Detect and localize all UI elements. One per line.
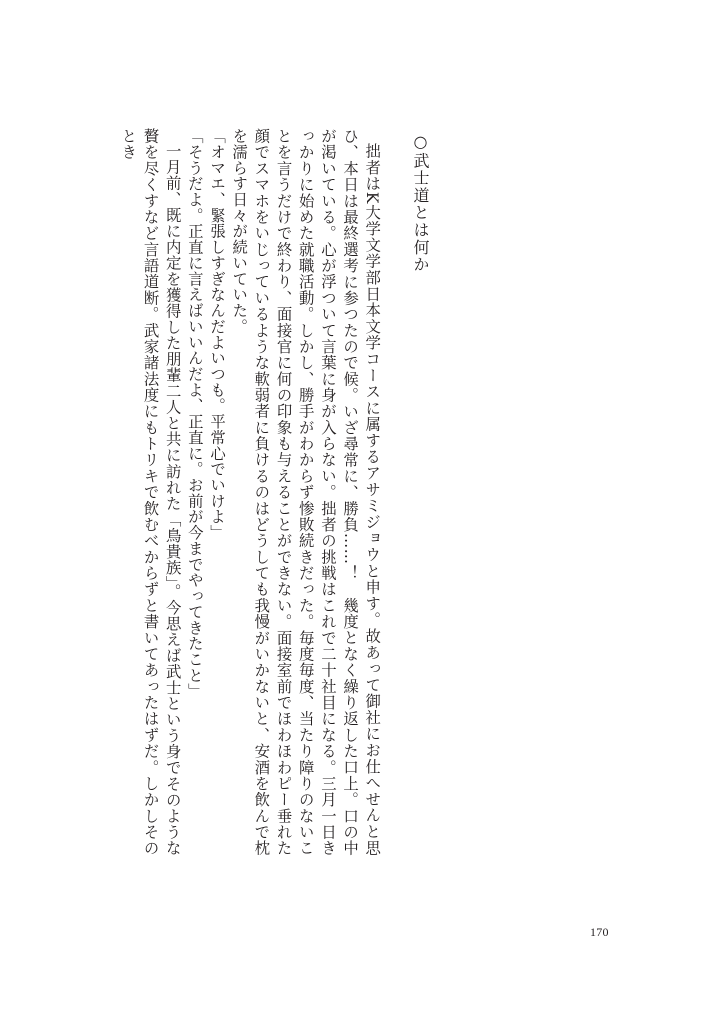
dialogue-2: 「そうだよ。正直に言えばいいんだよ、正直に。お前が今までやってきたこと」 bbox=[185, 128, 204, 700]
paragraph-2: 一月前、既に内定を獲得した朋輩二人と共に訪れた「鳥貴族」。今思えば武士という身でそのような贅を尽くすなど言語道断。武家諸法度にもトリキで飲むべからずと書いてあったはずだ。しかしそのとき bbox=[119, 128, 182, 856]
section-heading: ○武士道とは何か bbox=[411, 132, 430, 274]
dialogue-1: 「オマエ、緊張しすぎなんだよいつも。平常心でいけよ」 bbox=[208, 128, 227, 541]
page-number: 170 bbox=[590, 925, 609, 939]
paragraph-1: 拙者はK大学文学部日本文学コースに属するアサミジョウと申す。故あって御社にお仕へせんと思ひ、本日は最終選考に参つたので候。いざ尋常に、勝負……！ 幾度となく繰り返した口上。口の中が渇いている。心が浮ついて言葉に身が入らない。拙者の挑戦はこれで二十社目になる。三月一日きっかりに始めた就職活動。しかし、勝手がわからず惨敗続きだった。毎度毎度、当たり障りのないことを言うだけで終わり、面接官に何の印象も与えることができない。面接室前でほわほわピー垂れた顔でスマホをいじっているような軟弱者に負けるのはどうしても我慢がいかないと、安酒を飲んで枕を濡らす日々が続いていた。 bbox=[230, 128, 382, 856]
body-text bbox=[119, 128, 431, 856]
